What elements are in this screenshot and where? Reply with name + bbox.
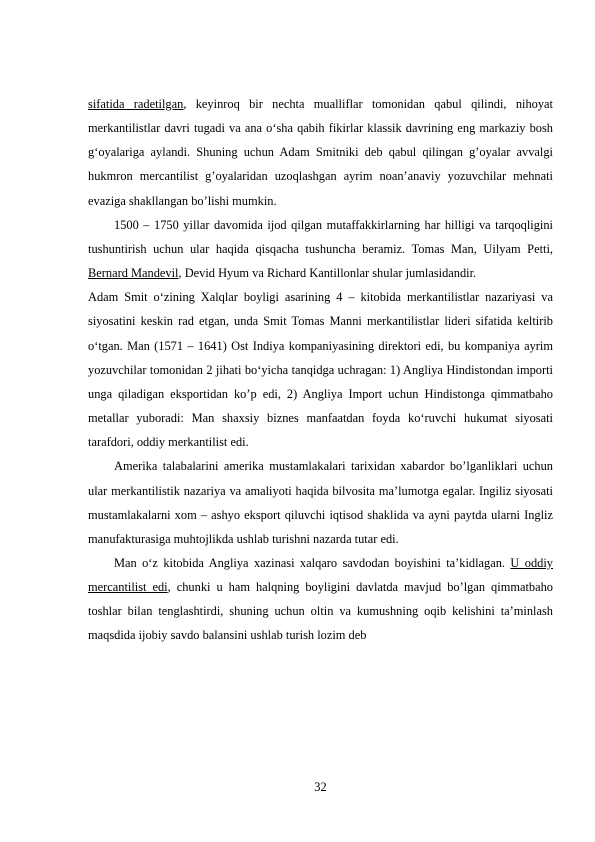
paragraph-2 [88, 213, 553, 285]
paragraph-3 [88, 285, 553, 454]
paragraph-text: , chunki u ham halqning boyligini davlatda mavjud bo’lgan qimmatbaho toshlar bilan tenglashtirdi, shuning uchun oltin va kumushning oqib kelishini ta’minlash maqsdida ijobiy savdo balansini ushlab turish lozim deb [88, 580, 554, 643]
paragraph-text: Adam Smit o‘zining Xalqlar boyligi asarining 4 – kitobida merkantilistlar nazariyasi va siyosatini keskin rad etgan, unda Smit Tomas Manni merkantilistlar lideri sifatida keltirib o‘tgan. Man (1571 – 1641) Ost Indiya kompaniyasining direktori edi, bu kompaniya ayrim yozuvchilar tomonidan 2 jihati bo‘yicha tanqidga uchragan: 1) Angliya Hindistondan importi unga qiladigan eksportidan ko’p edi, 2) Angliya Import uchun Hindistonga qimmatbaho metallar yuboradi: Man shaxsiy biznes manfaatdan foyda ko‘ruvchi hukumat siyosati tarafdori, oddiy merkantilist edi. [88, 290, 553, 450]
paragraph-text: Man o‘z kitobida Angliya xazinasi xalqaro savdodan boyishini ta’kidlagan. [114, 555, 511, 570]
paragraph-1 [88, 92, 553, 213]
paragraph-5 [88, 551, 553, 648]
paragraph-4 [88, 454, 553, 551]
hyperlink-oddiy-mercantilist[interactable]: U oddiy mercantilist edi [88, 555, 553, 595]
paragraph-text: , Devid Hyum va Richard Kantillonlar shular jumlasidandir. [178, 266, 477, 281]
paragraph-text: 1500 – 1750 yillar davomida ijod qilgan mutaffakkirlarning har hilligi va tarqoqligini tushuntirish uchun ular haqida qisqacha tushuncha beramiz. Tomas Man, Uilyam Petti, [88, 217, 553, 256]
paragraph-text: , keyinroq bir nechta mualliflar tomonidan qabul qilindi, nihoyat merkantilistlar davri tugadi va ana o‘sha qabih fikirlar klassik davrining eng markaziy bosh g‘oyalariga aylandi. Shuning uchun Adam Smitniki deb qabul qilingan g’oyalar avvalgi hukmron mercantilist g’oyalaridan uzoqlashgan ayrim noan’anaviy yozuvchilar mehnati evaziga shakllangan bo’lishi mumkin. [88, 97, 554, 208]
hyperlink-bernard-mandevil[interactable]: Bernard Mandevil [88, 266, 179, 281]
paragraph-text: Amerika talabalarini amerika mustamlakalari tarixidan xabardor bo’lganliklari uchun ular merkantilistik nazariya va amaliyoti haqida bilvosita ma’lumotga egalar. Ingiliz siyosati mustamlakalarni xom – ashyo eksport qiluvchi iqtisod shaklida va ayni paytda ularni Ingliz manufakturasiga muhtojlikda ushlab turishni nazarda tutar edi. [88, 459, 553, 546]
document-body [88, 92, 553, 648]
hyperlink-sifatida-radetilgan[interactable]: sifatida radetilgan [88, 97, 184, 111]
page-number: 32 [314, 780, 327, 794]
